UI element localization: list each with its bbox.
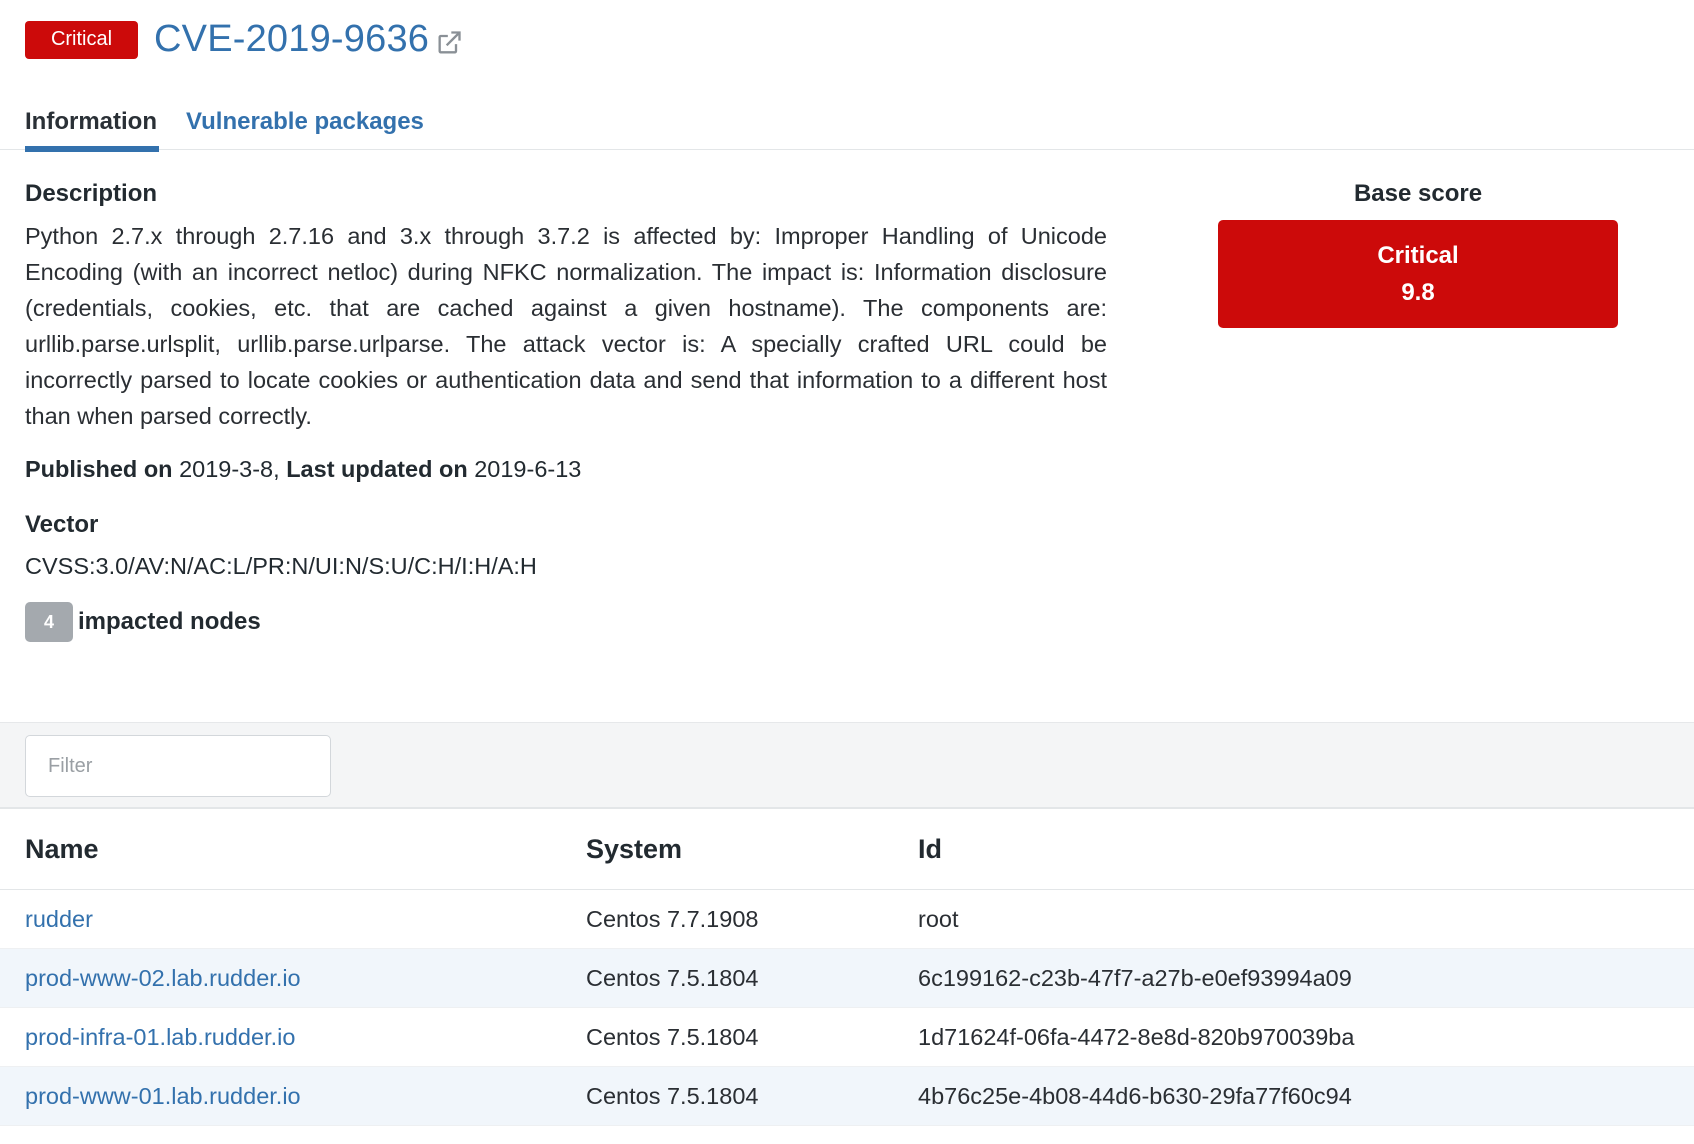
impacted-nodes-label: impacted nodes xyxy=(78,608,261,635)
node-name-link[interactable]: rudder xyxy=(25,905,93,932)
column-header-name[interactable]: Name xyxy=(25,834,99,864)
base-score-value: 9.8 xyxy=(1401,279,1435,306)
information-panel xyxy=(25,180,1107,642)
column-header-system[interactable]: System xyxy=(586,834,683,864)
base-score-label: Base score xyxy=(1353,180,1483,207)
table-row xyxy=(0,890,1694,949)
node-id: root xyxy=(918,905,959,932)
cve-header xyxy=(25,18,463,61)
tab-vulnerable-packages[interactable]: Vulnerable packages xyxy=(186,108,424,135)
table-header xyxy=(0,810,1694,890)
dates-line xyxy=(25,456,1107,483)
node-name-link[interactable]: prod-infra-01.lab.rudder.io xyxy=(25,1023,296,1050)
node-id: 6c199162-c23b-47f7-a27b-e0ef93994a09 xyxy=(918,964,1352,991)
node-name-link[interactable]: prod-www-02.lab.rudder.io xyxy=(25,964,301,991)
updated-value: 2019-6-13 xyxy=(474,456,582,482)
description-label: Description xyxy=(25,180,158,207)
base-score-card xyxy=(1218,220,1618,328)
nodes-table xyxy=(0,810,1694,1126)
node-name-link[interactable]: prod-www-01.lab.rudder.io xyxy=(25,1082,301,1109)
table-row xyxy=(0,1008,1694,1067)
base-score-severity: Critical xyxy=(1377,242,1459,269)
node-system: Centos 7.5.1804 xyxy=(586,1023,759,1050)
severity-badge: Critical xyxy=(25,21,138,59)
node-system: Centos 7.5.1804 xyxy=(586,964,759,991)
description-text: Python 2.7.x through 2.7.16 and 3.x through 3.7.2 is affected by: Improper Handling of Unicode Encoding (with an incorrect netloc) during NFKC normalization. The impact is: Information disclosure (credentials, cookies, etc. that are cached against a given hostname). The components are: urllib.parse.urlsplit, urllib.parse.urlparse. The attack vector is: A specially crafted URL could be incorrectly parsed to locate cookies or authentication data and send that information to a different host than when parsed correctly. xyxy=(25,223,1107,429)
filter-bar xyxy=(0,722,1694,809)
updated-label: Last updated on xyxy=(286,456,468,482)
external-link-icon[interactable] xyxy=(435,29,463,57)
vector-label: Vector xyxy=(25,511,99,538)
base-score-panel xyxy=(1218,180,1618,328)
tab-information[interactable]: Information xyxy=(25,100,159,152)
tab-bar xyxy=(0,100,1694,150)
impacted-count-badge: 4 xyxy=(25,602,73,642)
node-id: 1d71624f-06fa-4472-8e8d-820b970039ba xyxy=(918,1023,1355,1050)
node-system: Centos 7.7.1908 xyxy=(586,905,759,932)
filter-input[interactable] xyxy=(25,735,331,797)
node-system: Centos 7.5.1804 xyxy=(586,1082,759,1109)
table-row xyxy=(0,949,1694,1008)
table-row xyxy=(0,1067,1694,1126)
vector-value: CVSS:3.0/AV:N/AC:L/PR:N/UI:N/S:U/C:H/I:H/A:H xyxy=(25,553,537,579)
node-id: 4b76c25e-4b08-44d6-b630-29fa77f60c94 xyxy=(918,1082,1352,1109)
column-header-id[interactable]: Id xyxy=(918,834,942,864)
published-value: 2019-3-8, xyxy=(179,456,280,482)
cve-title-link[interactable]: CVE-2019-9636 xyxy=(154,18,430,60)
published-label: Published on xyxy=(25,456,173,482)
impacted-nodes xyxy=(25,602,1107,642)
